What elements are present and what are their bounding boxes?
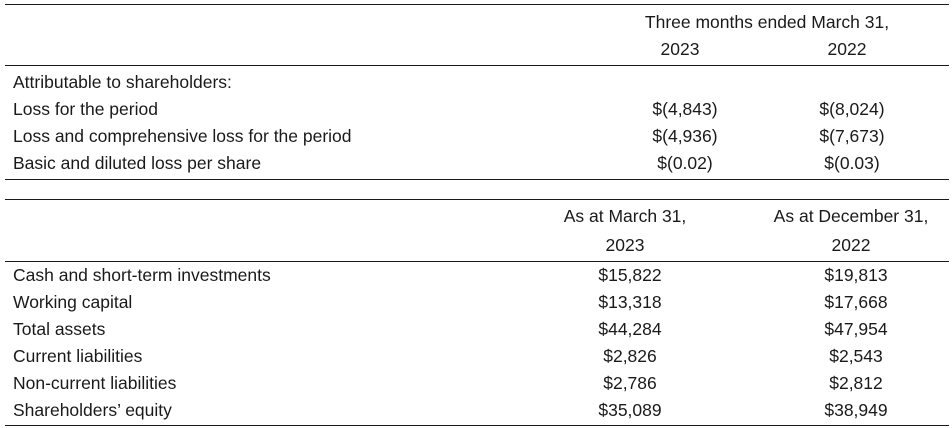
row-value-december: $47,954 xyxy=(824,319,888,339)
table-row xyxy=(5,397,949,424)
row-label: Loss and comprehensive loss for the period xyxy=(13,126,352,146)
table2-top-rule xyxy=(5,199,949,200)
table1-col2-year: 2022 xyxy=(827,39,867,59)
row-label: Total assets xyxy=(13,319,106,339)
row-value-march: $2,826 xyxy=(603,346,657,366)
table1-header-rule xyxy=(5,65,949,66)
table-row xyxy=(5,96,949,123)
table-row xyxy=(5,316,949,343)
row-value-2022: $(7,673) xyxy=(819,126,885,146)
table1-col1-year: 2023 xyxy=(660,39,700,59)
row-label: Cash and short-term investments xyxy=(13,265,271,285)
row-value-december: $2,543 xyxy=(829,346,883,366)
row-value-march: $15,822 xyxy=(598,265,662,285)
table2-col1-header: As at March 31, xyxy=(563,206,687,226)
table-row xyxy=(5,343,949,370)
table2-col2-year: 2022 xyxy=(831,235,871,255)
table1-top-rule xyxy=(5,4,949,5)
row-value-march: $44,284 xyxy=(598,319,662,339)
table2-col2-header: As at December 31, xyxy=(773,206,929,226)
row-label: Shareholders’ equity xyxy=(13,400,172,420)
row-value-2022: $(0.03) xyxy=(824,153,880,173)
table-row xyxy=(5,289,949,316)
table2-bottom-rule xyxy=(5,425,949,426)
row-label: Non-current liabilities xyxy=(13,373,177,393)
row-value-2022: $(8,024) xyxy=(819,99,885,119)
row-value-march: $2,786 xyxy=(603,373,657,393)
table1-section-row xyxy=(5,69,949,96)
row-value-december: $17,668 xyxy=(824,292,888,312)
row-value-december: $2,812 xyxy=(829,373,883,393)
table1-period-header: Three months ended March 31, xyxy=(644,12,890,32)
row-value-2023: $(4,936) xyxy=(652,126,718,146)
row-value-2023: $(0.02) xyxy=(657,153,713,173)
row-label: Current liabilities xyxy=(13,346,143,366)
row-value-december: $19,813 xyxy=(824,265,888,285)
row-label: Working capital xyxy=(13,292,133,312)
table-row xyxy=(5,123,949,150)
row-value-march: $13,318 xyxy=(598,292,662,312)
table-row xyxy=(5,370,949,397)
section-label: Attributable to shareholders: xyxy=(13,72,232,92)
table2-col1-year: 2023 xyxy=(605,235,645,255)
row-label: Basic and diluted loss per share xyxy=(13,153,262,173)
table1-bottom-rule xyxy=(5,179,949,180)
row-value-march: $35,089 xyxy=(598,400,662,420)
row-value-december: $38,949 xyxy=(824,400,888,420)
row-value-2023: $(4,843) xyxy=(652,99,718,119)
row-label: Loss for the period xyxy=(13,99,158,119)
table-row xyxy=(5,150,949,177)
table-row xyxy=(5,262,949,289)
